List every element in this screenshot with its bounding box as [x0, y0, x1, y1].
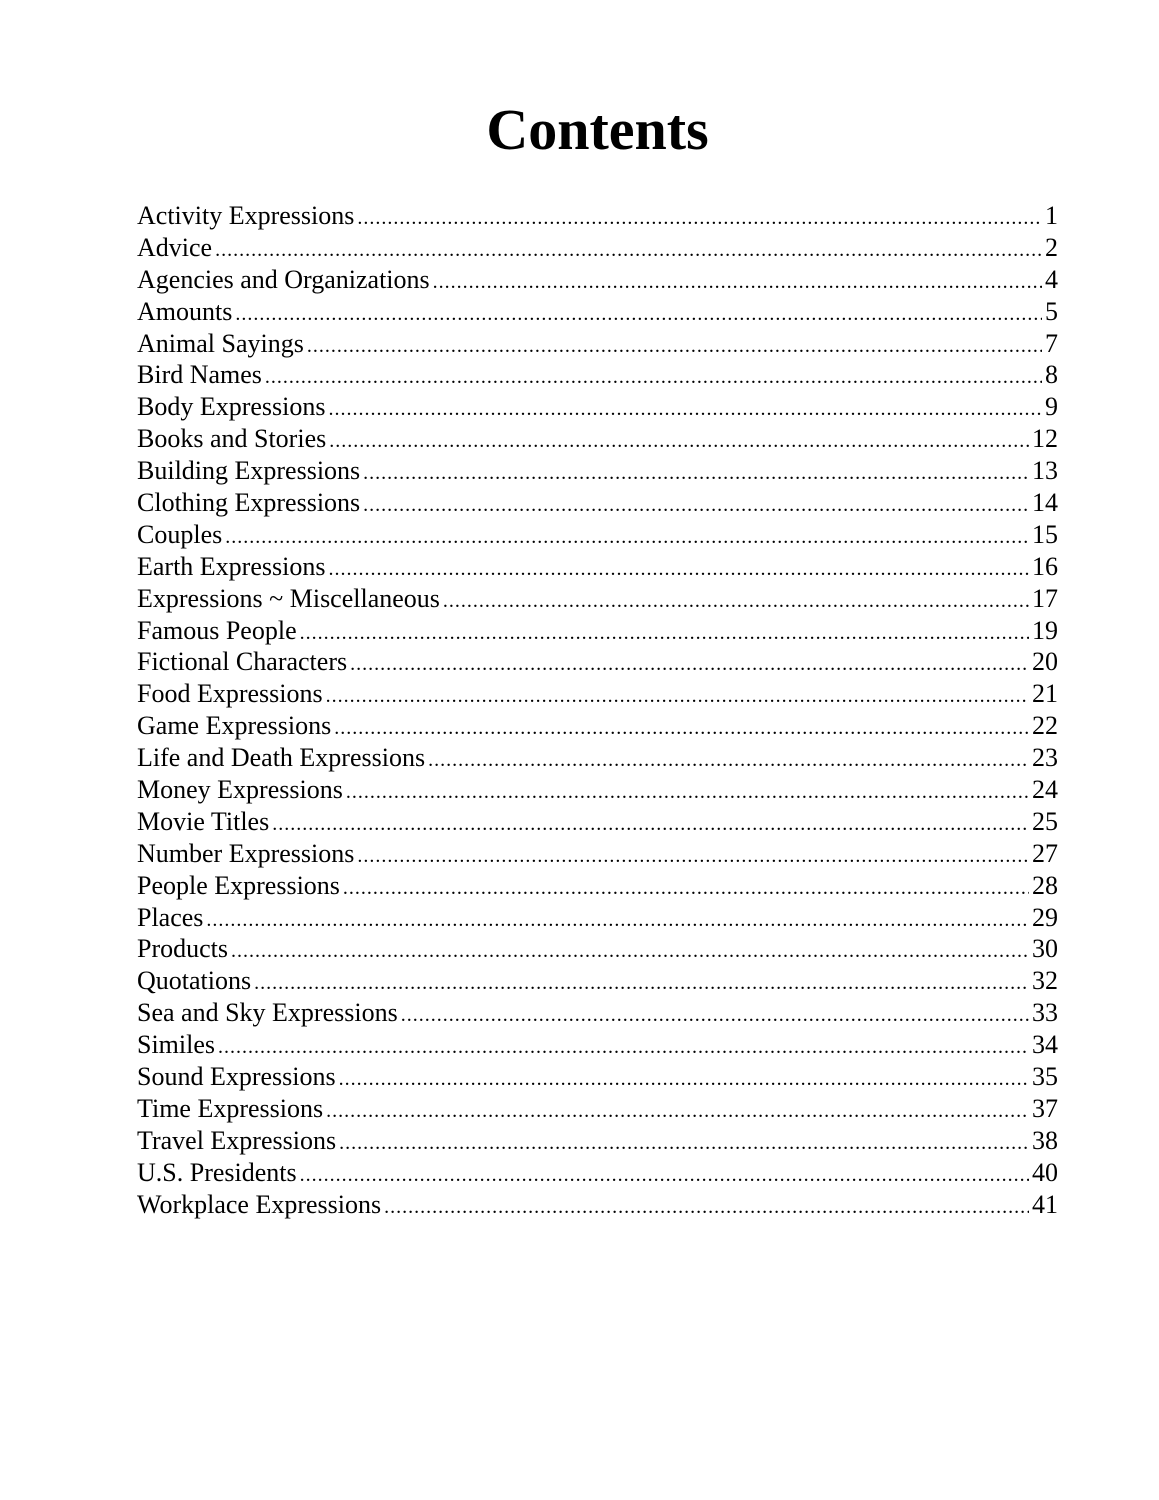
toc-entry-label: Quotations — [137, 966, 252, 996]
toc-entry-label: Movie Titles — [137, 806, 270, 836]
toc-entry[interactable] — [137, 806, 1058, 838]
toc-entry-page-number: 13 — [1032, 456, 1058, 486]
toc-entry-page-number: 22 — [1032, 711, 1058, 741]
toc-entry-label: Famous People — [137, 615, 297, 645]
dot-leader — [329, 394, 1043, 426]
dot-leader — [334, 713, 1029, 745]
toc-entry[interactable] — [137, 232, 1058, 264]
toc-entry[interactable] — [137, 391, 1058, 423]
toc-entry-page-number: 19 — [1032, 615, 1058, 645]
toc-entry[interactable] — [137, 583, 1058, 615]
toc-entry-page-number: 40 — [1032, 1157, 1058, 1187]
toc-entry-page-number: 20 — [1032, 647, 1058, 677]
toc-entry[interactable] — [137, 296, 1058, 328]
toc-entry-page-number: 23 — [1032, 743, 1058, 773]
toc-entry-label: Time Expressions — [137, 1093, 324, 1123]
toc-entry-page-number: 38 — [1032, 1125, 1058, 1155]
toc-entry[interactable] — [137, 423, 1058, 455]
toc-entry[interactable] — [137, 1029, 1058, 1061]
toc-entry[interactable] — [137, 551, 1058, 583]
dot-leader — [225, 522, 1029, 554]
dot-leader — [328, 554, 1029, 586]
toc-entry-label: Expressions ~ Miscellaneous — [137, 583, 440, 613]
dot-leader — [329, 426, 1029, 458]
toc-entry[interactable] — [137, 902, 1058, 934]
dot-leader — [300, 618, 1029, 650]
dot-leader — [272, 809, 1029, 841]
toc-entry-label: People Expressions — [137, 870, 340, 900]
dot-leader — [350, 649, 1029, 681]
toc-entry-page-number: 35 — [1032, 1062, 1058, 1092]
toc-entry-label: Products — [137, 934, 228, 964]
dot-leader — [231, 936, 1029, 968]
toc-entry[interactable] — [137, 933, 1058, 965]
dot-leader — [357, 841, 1029, 873]
toc-entry-label: Agencies and Organizations — [137, 264, 430, 294]
toc-entry-page-number: 2 — [1045, 232, 1058, 262]
toc-entry-label: Building Expressions — [137, 456, 361, 486]
toc-entry-page-number: 41 — [1032, 1189, 1058, 1219]
toc-entry-label: Similes — [137, 1030, 216, 1060]
dot-leader — [384, 1192, 1029, 1224]
toc-entry[interactable] — [137, 1157, 1058, 1189]
toc-entry-page-number: 34 — [1032, 1030, 1058, 1060]
toc-entry-label: Money Expressions — [137, 775, 343, 805]
toc-entry-label: Earth Expressions — [137, 551, 326, 581]
dot-leader — [326, 1096, 1029, 1128]
toc-entry-page-number: 17 — [1032, 583, 1058, 613]
toc-entry[interactable] — [137, 487, 1058, 519]
toc-entry-page-number: 33 — [1032, 998, 1058, 1028]
toc-entry-label: Fictional Characters — [137, 647, 348, 677]
dot-leader — [215, 235, 1042, 267]
toc-entry-label: Amounts — [137, 296, 233, 326]
dot-leader — [346, 777, 1029, 809]
toc-entry-page-number: 15 — [1032, 519, 1058, 549]
dot-leader — [339, 1128, 1029, 1160]
toc-entry[interactable] — [137, 870, 1058, 902]
toc-entry-page-number: 1 — [1045, 201, 1058, 230]
toc-entry[interactable] — [137, 710, 1058, 742]
dot-leader — [428, 745, 1029, 777]
dot-leader — [206, 905, 1029, 937]
toc-entry-page-number: 37 — [1032, 1093, 1058, 1123]
toc-entry-page-number: 14 — [1032, 488, 1058, 518]
toc-entry[interactable] — [137, 328, 1058, 360]
toc-entry-label: Bird Names — [137, 360, 262, 390]
toc-entry[interactable] — [137, 997, 1058, 1029]
table-of-contents — [137, 200, 1058, 1221]
toc-entry-label: Couples — [137, 519, 223, 549]
toc-entry[interactable] — [137, 1061, 1058, 1093]
toc-entry-page-number: 21 — [1032, 679, 1058, 709]
toc-entry-label: Sound Expressions — [137, 1062, 336, 1092]
toc-entry-label: Activity Expressions — [137, 201, 355, 230]
toc-entry-label: Advice — [137, 232, 213, 262]
toc-entry-label: Travel Expressions — [137, 1125, 337, 1155]
toc-entry[interactable] — [137, 615, 1058, 647]
toc-entry[interactable] — [137, 264, 1058, 296]
toc-entry-label: Places — [137, 902, 204, 932]
dot-leader — [363, 458, 1029, 490]
toc-entry-page-number: 8 — [1045, 360, 1058, 390]
toc-entry-label: Books and Stories — [137, 424, 327, 454]
toc-entry-page-number: 16 — [1032, 551, 1058, 581]
toc-entry-label: Clothing Expressions — [137, 488, 361, 518]
dot-leader — [307, 331, 1042, 363]
toc-entry-page-number: 24 — [1032, 775, 1058, 805]
toc-entry[interactable] — [137, 1189, 1058, 1221]
toc-entry-label: Life and Death Expressions — [137, 743, 426, 773]
toc-entry[interactable] — [137, 200, 1058, 232]
dot-leader — [363, 490, 1029, 522]
dot-leader — [265, 362, 1042, 394]
toc-entry-label: U.S. Presidents — [137, 1157, 297, 1187]
toc-entry[interactable] — [137, 678, 1058, 710]
toc-entry-label: Sea and Sky Expressions — [137, 998, 398, 1028]
toc-entry-page-number: 12 — [1032, 424, 1058, 454]
toc-entry-page-number: 5 — [1045, 296, 1058, 326]
toc-entry[interactable] — [137, 1093, 1058, 1125]
page-title: Contents — [486, 97, 709, 162]
toc-entry[interactable] — [137, 646, 1058, 678]
dot-leader — [254, 968, 1029, 1000]
toc-entry-page-number: 4 — [1045, 264, 1058, 294]
toc-entry-page-number: 28 — [1032, 870, 1058, 900]
dot-leader — [326, 681, 1029, 713]
toc-entry[interactable] — [137, 965, 1058, 997]
toc-entry-label: Animal Sayings — [137, 328, 304, 358]
toc-entry-page-number: 9 — [1045, 392, 1058, 422]
toc-entry[interactable] — [137, 742, 1058, 774]
dot-leader — [339, 1064, 1029, 1096]
toc-entry-page-number: 32 — [1032, 966, 1058, 996]
toc-entry-page-number: 25 — [1032, 806, 1058, 836]
toc-entry[interactable] — [137, 1125, 1058, 1157]
toc-entry-label: Game Expressions — [137, 711, 332, 741]
dot-leader — [357, 203, 1042, 235]
toc-entry[interactable] — [137, 519, 1058, 551]
dot-leader — [401, 1000, 1029, 1032]
toc-entry[interactable] — [137, 359, 1058, 391]
dot-leader — [343, 873, 1029, 905]
toc-entry-label: Body Expressions — [137, 392, 326, 422]
dot-leader — [433, 267, 1042, 299]
toc-entry-page-number: 30 — [1032, 934, 1058, 964]
toc-entry[interactable] — [137, 838, 1058, 870]
toc-entry-label: Workplace Expressions — [137, 1189, 382, 1219]
toc-entry-page-number: 7 — [1045, 328, 1058, 358]
toc-entry-page-number: 27 — [1032, 838, 1058, 868]
toc-entry-page-number: 29 — [1032, 902, 1058, 932]
toc-entry[interactable] — [137, 455, 1058, 487]
toc-entry-label: Number Expressions — [137, 838, 355, 868]
dot-leader — [235, 299, 1042, 331]
toc-entry[interactable] — [137, 774, 1058, 806]
dot-leader — [443, 586, 1029, 618]
dot-leader — [218, 1032, 1029, 1064]
dot-leader — [300, 1160, 1029, 1192]
toc-entry-label: Food Expressions — [137, 679, 323, 709]
